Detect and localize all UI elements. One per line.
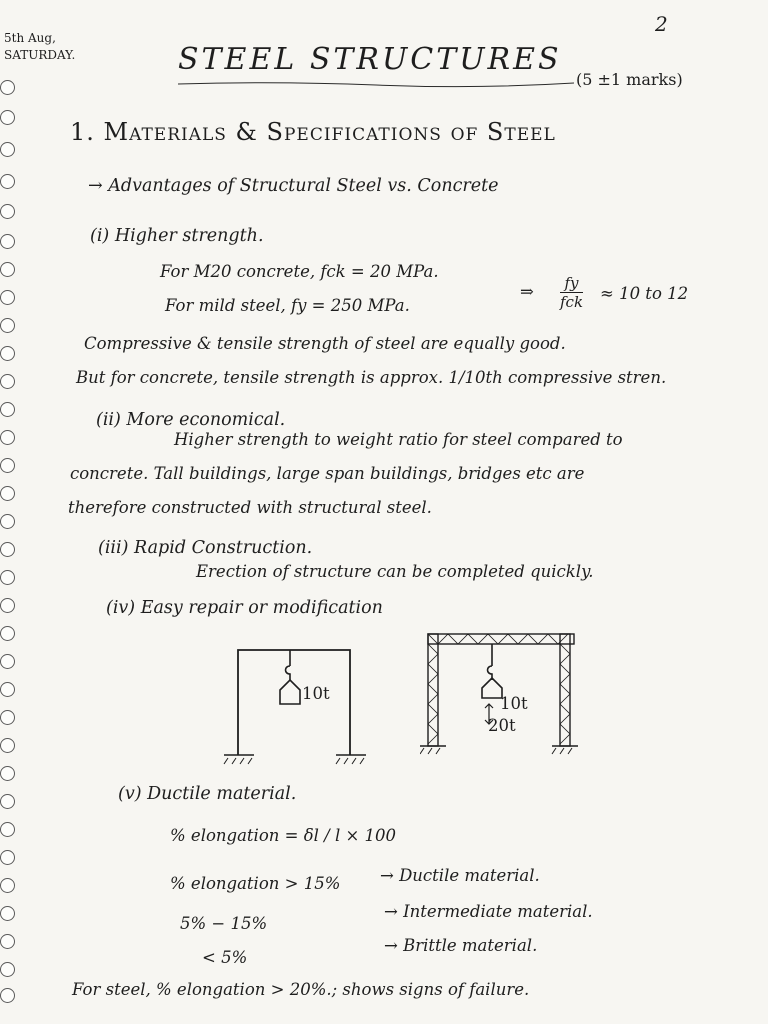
binder-hole [0,458,15,473]
advantages-title: → Advantages of Structural Steel vs. Concrete [88,176,499,196]
binder-hole [0,906,15,921]
right-load-top-label: 10t [500,694,528,713]
binder-hole [0,822,15,837]
steel-elongation-note: For steel, % elongation > 20%.; shows signs of failure. [72,980,530,999]
ratio-numerator: fy [560,274,583,293]
section-heading: 1. Materials & Specifications of Steel [70,118,556,146]
binder-hole [0,514,15,529]
binder-hole [0,234,15,249]
ratio-value: ≈ 10 to 12 [600,284,689,303]
page-number: 2 [655,12,668,36]
implies-arrow: ⇒ [520,282,534,301]
point-2-line-3: therefore constructed with structural steel. [68,498,432,517]
binder-hole [0,80,15,95]
point-1-line-2: For mild steel, fy = 250 MPa. [165,296,410,315]
binder-hole [0,486,15,501]
binder-hole [0,204,15,219]
binder-hole [0,346,15,361]
binder-hole [0,934,15,949]
intermediate-range: 5% − 15% [180,914,268,933]
binder-hole [0,430,15,445]
point-2-line-2: concrete. Tall buildings, large span buildings, bridges etc are [70,464,585,483]
page-title: STEEL STRUCTURES [178,42,562,77]
binder-hole [0,262,15,277]
binder-hole [0,142,15,157]
binder-hole [0,962,15,977]
point-1-label: (i) Higher strength. [90,226,264,246]
binder-hole [0,850,15,865]
binder-hole [0,626,15,641]
point-1-line-4: But for concrete, tensile strength is approx. 1/10th compressive stren. [76,368,667,387]
point-4-label: (iv) Easy repair or modification [106,598,383,618]
elongation-formula: % elongation = δl / l × 100 [170,826,397,845]
binder-hole [0,110,15,125]
binder-hole [0,710,15,725]
point-3-line-1: Erection of structure can be completed quickly. [196,562,594,581]
binder-hole [0,794,15,809]
concrete-frame-sketch [220,640,370,770]
date-line: 5th Aug, [4,31,56,45]
binder-hole [0,682,15,697]
left-load-label: 10t [302,684,330,703]
intermediate-result: → Intermediate material. [384,902,593,921]
point-2-label: (ii) More economical. [96,410,286,430]
marks-label: (5 ±1 marks) [576,70,683,89]
point-3-label: (iii) Rapid Construction. [98,538,313,558]
binder-hole [0,878,15,893]
ductile-range: % elongation > 15% [170,874,341,893]
binder-hole [0,654,15,669]
point-5-label: (v) Ductile material. [118,784,297,804]
strength-ratio-fraction [560,274,583,311]
brittle-range: < 5% [202,948,248,967]
ductile-result: → Ductile material. [380,866,540,885]
binder-hole [0,570,15,585]
binder-hole [0,290,15,305]
binder-hole [0,402,15,417]
title-underline [176,80,576,88]
binder-hole [0,318,15,333]
date-stamp [4,30,75,64]
binder-hole [0,174,15,189]
day-line: SATURDAY. [4,48,76,62]
binder-hole [0,542,15,557]
point-1-line-3: Compressive & tensile strength of steel are equally good. [84,334,566,353]
binder-hole [0,738,15,753]
binder-hole [0,988,15,1003]
point-1-line-1: For M20 concrete, fck = 20 MPa. [160,262,439,281]
right-load-bottom-label: 20t [488,716,516,735]
ratio-denominator: fck [560,293,584,311]
binder-hole [0,766,15,781]
binder-hole [0,598,15,613]
point-2-line-1: Higher strength to weight ratio for steel compared to [174,430,623,449]
binder-hole [0,374,15,389]
brittle-result: → Brittle material. [384,936,538,955]
